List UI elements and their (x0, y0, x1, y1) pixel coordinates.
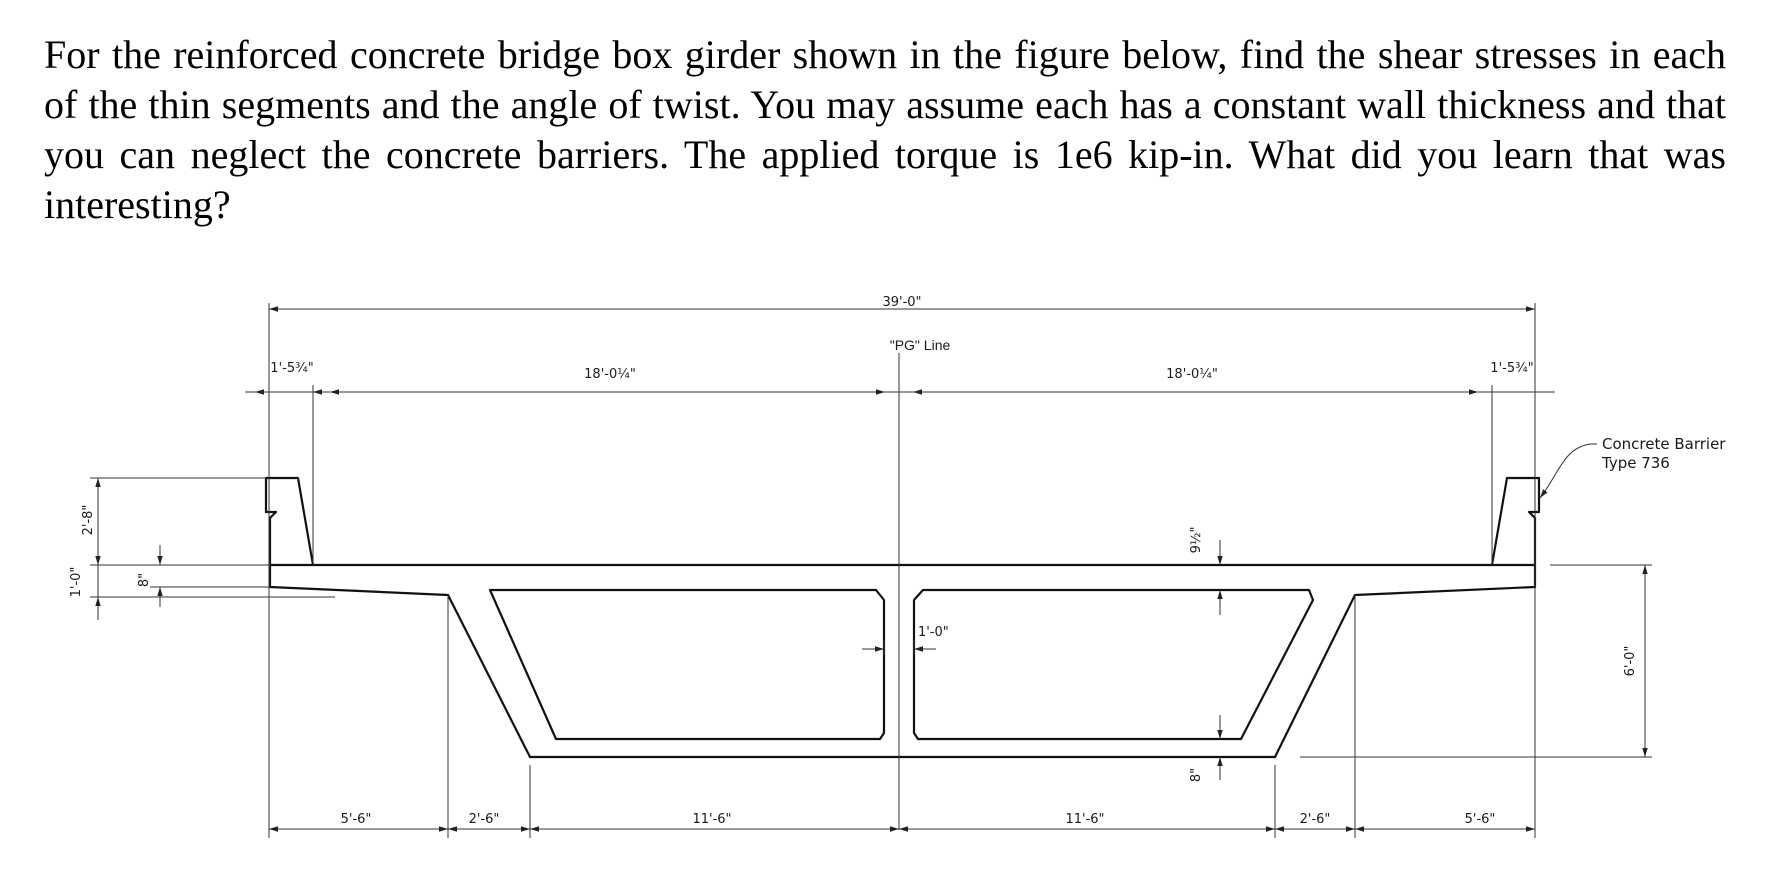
deck-edge-thickness-label: 8" (137, 572, 152, 588)
bottom-dim-3: 11'-6" (692, 812, 732, 827)
bottom-dim-1: 5'-6" (340, 812, 372, 827)
left-barrier-offset-label: 1'-5¾" (270, 361, 314, 376)
half-width-dimensions (245, 361, 1555, 565)
right-barrier-offset-label: 1'-5¾" (1490, 361, 1534, 376)
bottom-dim-2: 2'-6" (468, 812, 500, 827)
barrier-label-line1: Concrete Barrier (1602, 435, 1726, 453)
left-barrier (266, 478, 313, 565)
bottom-dim-4: 11'-6" (1065, 812, 1105, 827)
left-half-width-label: 18'-0¼" (584, 367, 636, 382)
overall-width-dimension (269, 295, 1535, 565)
pg-line-label: "PG" Line (889, 337, 951, 353)
barrier-height-label: 2'-8" (81, 504, 96, 536)
girder-outline (270, 565, 1535, 757)
bottom-dim-6: 5'-6" (1464, 812, 1496, 827)
left-cell-void (490, 590, 884, 739)
overhang-depth-label: 1'-0" (69, 566, 84, 598)
bottom-slab-thickness-label: 8" (1189, 767, 1204, 783)
bottom-dim-5: 2'-6" (1299, 812, 1331, 827)
center-web-thickness-label: 1'-0" (918, 625, 949, 640)
right-barrier (1492, 478, 1539, 565)
top-slab-thickness-label: 9½" (1189, 526, 1204, 554)
overall-width-label: 39'-0" (882, 295, 922, 310)
center-web-dimension (862, 625, 949, 655)
right-cell-void (914, 590, 1313, 739)
barrier-callout (1540, 435, 1726, 498)
girder-depth-label: 6'-0" (1623, 645, 1638, 677)
left-vertical-dimensions (69, 478, 335, 620)
barrier-label-line2: Type 736 (1602, 454, 1670, 472)
girder-depth-dimension (1300, 565, 1652, 757)
problem-statement: For the reinforced concrete bridge box girder shown in the figure below, find the shear stresses in each of the thin segments and the angle of twist. You may assume each has a constant wall thickness and that you can neglect the concrete barriers. The applied torque is 1e6 kip-in. What did you learn that was interesting? (44, 32, 1726, 227)
bottom-dimensions (269, 565, 1535, 838)
right-half-width-label: 18'-0¼" (1166, 367, 1218, 382)
